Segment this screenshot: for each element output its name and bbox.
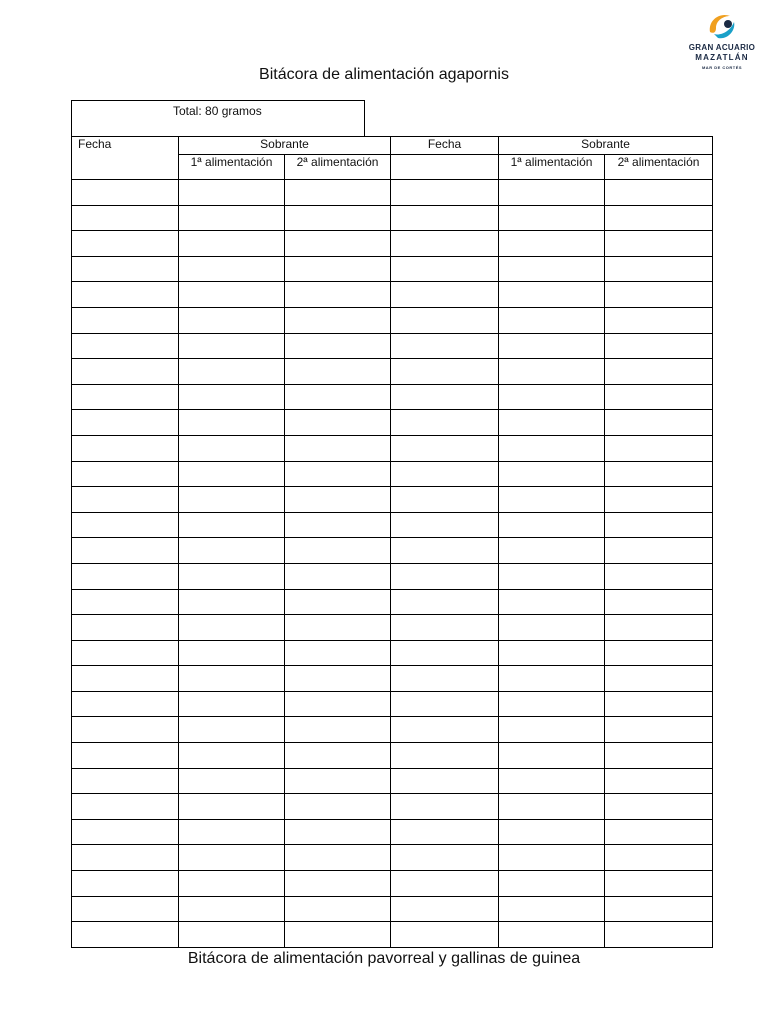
log-row [72,615,713,641]
log-cell[interactable] [285,922,391,948]
log-cell[interactable] [285,461,391,487]
log-cell[interactable] [605,896,713,922]
logo-line-2: MAZATLÁN [695,53,749,62]
log-row [72,691,713,717]
page-title: Bitácora de alimentación agapornis [259,66,509,83]
log-cell[interactable] [605,359,713,385]
log-cell[interactable] [179,845,285,871]
log-cell[interactable] [605,640,713,666]
log-row [72,922,713,948]
log-cell[interactable] [285,640,391,666]
total-box [71,100,365,136]
log-cell[interactable] [179,180,285,206]
log-cell[interactable] [285,384,391,410]
log-row [72,282,713,308]
log-cell[interactable] [285,282,391,308]
log-cell[interactable] [605,512,713,538]
log-cell[interactable] [179,717,285,743]
log-cell[interactable] [605,615,713,641]
log-cell[interactable] [499,819,605,845]
log-cell[interactable] [499,640,605,666]
second-feed-header-right: 2ª alimentación [605,155,713,180]
log-cell[interactable] [605,410,713,436]
log-cell[interactable] [391,615,499,641]
log-cell[interactable] [499,666,605,692]
log-cell[interactable] [391,845,499,871]
log-cell[interactable] [179,640,285,666]
log-cell[interactable] [72,333,179,359]
log-cell[interactable] [605,666,713,692]
log-row [72,461,713,487]
log-cell[interactable] [391,461,499,487]
log-cell[interactable] [285,589,391,615]
log-row [72,180,713,206]
log-cell[interactable] [499,359,605,385]
log-cell[interactable] [285,410,391,436]
log-cell[interactable] [179,666,285,692]
log-cell[interactable] [391,359,499,385]
log-row [72,666,713,692]
log-cell[interactable] [391,717,499,743]
log-row [72,768,713,794]
log-cell[interactable] [179,563,285,589]
log-cell[interactable] [179,743,285,769]
total-label: Total: 80 gramos [173,104,262,118]
log-cell[interactable] [605,461,713,487]
fish-wave-icon [706,10,738,42]
footer-title: Bitácora de alimentación pavorreal y gallinas de guinea [187,950,581,967]
log-cell[interactable] [179,307,285,333]
fecha-header-left: Fecha [72,137,179,180]
log-cell[interactable] [391,180,499,206]
log-cell[interactable] [179,487,285,513]
first-feed-header-left: 1ª alimentación [179,155,285,180]
log-cell[interactable] [391,563,499,589]
log-cell[interactable] [391,794,499,820]
log-cell[interactable] [285,231,391,257]
log-cell[interactable] [72,359,179,385]
log-cell[interactable] [499,691,605,717]
log-cell[interactable] [285,819,391,845]
log-cell[interactable] [499,333,605,359]
log-cell[interactable] [391,435,499,461]
log-cell[interactable] [72,922,179,948]
log-cell[interactable] [499,205,605,231]
log-cell[interactable] [605,180,713,206]
log-cell[interactable] [179,461,285,487]
log-cell[interactable] [499,794,605,820]
log-cell[interactable] [391,819,499,845]
log-row [72,384,713,410]
log-row [72,896,713,922]
log-cell[interactable] [179,205,285,231]
log-cell[interactable] [391,768,499,794]
log-cell[interactable] [391,333,499,359]
log-cell[interactable] [285,180,391,206]
log-cell[interactable] [285,256,391,282]
log-cell[interactable] [499,538,605,564]
log-cell[interactable] [605,205,713,231]
log-cell[interactable] [499,307,605,333]
log-cell[interactable] [605,563,713,589]
log-cell[interactable] [391,896,499,922]
log-cell[interactable] [391,666,499,692]
log-cell[interactable] [499,743,605,769]
log-cell[interactable] [72,615,179,641]
first-feed-header-right: 1ª alimentación [499,155,605,180]
log-row [72,512,713,538]
log-cell[interactable] [72,640,179,666]
log-cell[interactable] [285,307,391,333]
log-cell[interactable] [391,640,499,666]
log-row [72,333,713,359]
log-cell[interactable] [285,563,391,589]
log-cell[interactable] [391,282,499,308]
log-cell[interactable] [391,922,499,948]
log-cell[interactable] [179,282,285,308]
log-cell[interactable] [72,896,179,922]
fecha-header-right: Fecha [391,137,499,155]
log-row [72,743,713,769]
log-cell[interactable] [605,743,713,769]
log-cell[interactable] [179,435,285,461]
log-cell[interactable] [285,666,391,692]
log-cell[interactable] [605,768,713,794]
log-cell[interactable] [605,384,713,410]
log-cell[interactable] [285,333,391,359]
log-cell[interactable] [179,589,285,615]
log-cell[interactable] [605,282,713,308]
log-cell[interactable] [605,691,713,717]
log-cell[interactable] [72,819,179,845]
log-cell[interactable] [605,333,713,359]
log-cell[interactable] [391,410,499,436]
log-cell[interactable] [72,717,179,743]
log-cell[interactable] [72,307,179,333]
log-cell[interactable] [179,410,285,436]
log-cell[interactable] [72,794,179,820]
log-cell[interactable] [72,589,179,615]
log-cell[interactable] [391,307,499,333]
log-cell[interactable] [72,487,179,513]
log-cell[interactable] [179,691,285,717]
log-cell[interactable] [499,410,605,436]
log-row [72,871,713,897]
log-cell[interactable] [72,410,179,436]
second-feed-header-left: 2ª alimentación [285,155,391,180]
log-row [72,819,713,845]
log-cell[interactable] [72,435,179,461]
sobrante-header-left: Sobrante [179,137,391,155]
log-row [72,794,713,820]
log-cell[interactable] [605,435,713,461]
log-cell[interactable] [72,180,179,206]
log-cell[interactable] [285,743,391,769]
log-cell[interactable] [499,487,605,513]
log-cell[interactable] [179,538,285,564]
log-cell[interactable] [72,845,179,871]
header-row-1 [72,137,713,155]
log-cell[interactable] [391,205,499,231]
log-cell[interactable] [179,333,285,359]
log-cell[interactable] [391,691,499,717]
log-cell[interactable] [179,384,285,410]
log-cell[interactable] [72,538,179,564]
log-cell[interactable] [499,231,605,257]
logo-line-1: GRAN ACUARIO [688,43,756,52]
log-cell[interactable] [391,487,499,513]
log-cell[interactable] [72,743,179,769]
log-cell[interactable] [391,871,499,897]
log-cell[interactable] [391,512,499,538]
log-cell[interactable] [179,922,285,948]
log-cell[interactable] [499,563,605,589]
log-cell[interactable] [499,180,605,206]
log-cell[interactable] [179,871,285,897]
log-cell[interactable] [499,435,605,461]
log-cell[interactable] [605,717,713,743]
log-cell[interactable] [499,768,605,794]
log-cell[interactable] [179,231,285,257]
log-cell[interactable] [499,384,605,410]
log-cell[interactable] [285,538,391,564]
log-cell[interactable] [285,435,391,461]
log-cell[interactable] [499,282,605,308]
log-cell[interactable] [499,717,605,743]
log-cell[interactable] [179,359,285,385]
log-cell[interactable] [285,615,391,641]
log-cell[interactable] [179,768,285,794]
log-cell[interactable] [179,819,285,845]
log-cell[interactable] [179,794,285,820]
log-cell[interactable] [285,768,391,794]
log-cell[interactable] [72,512,179,538]
log-row [72,256,713,282]
log-cell[interactable] [72,231,179,257]
log-cell[interactable] [391,256,499,282]
log-cell[interactable] [499,256,605,282]
log-row [72,845,713,871]
log-cell[interactable] [391,384,499,410]
log-cell[interactable] [605,794,713,820]
sobrante-header-right: Sobrante [499,137,713,155]
log-cell[interactable] [72,666,179,692]
logo-line-3: MAR DE CORTÉS [701,65,743,70]
log-cell[interactable] [499,845,605,871]
log-cell[interactable] [605,231,713,257]
log-cell[interactable] [285,717,391,743]
log-cell[interactable] [605,538,713,564]
log-cell[interactable] [285,512,391,538]
log-cell[interactable] [179,512,285,538]
blank-header-cell [391,155,499,180]
log-cell[interactable] [72,256,179,282]
log-cell[interactable] [72,461,179,487]
log-row [72,307,713,333]
log-row [72,640,713,666]
log-cell[interactable] [605,845,713,871]
log-cell[interactable] [605,589,713,615]
log-cell[interactable] [605,819,713,845]
log-cell[interactable] [499,461,605,487]
log-cell[interactable] [72,691,179,717]
log-row [72,538,713,564]
log-cell[interactable] [605,307,713,333]
feeding-log-table [71,136,713,948]
log-row [72,589,713,615]
log-cell[interactable] [499,896,605,922]
log-cell[interactable] [391,231,499,257]
log-cell[interactable] [72,384,179,410]
log-cell[interactable] [605,487,713,513]
log-cell[interactable] [72,871,179,897]
log-row [72,410,713,436]
log-cell[interactable] [499,871,605,897]
log-cell[interactable] [605,871,713,897]
log-row [72,717,713,743]
log-cell[interactable] [499,589,605,615]
log-cell[interactable] [285,691,391,717]
log-cell[interactable] [391,538,499,564]
log-cell[interactable] [285,871,391,897]
log-cell[interactable] [72,768,179,794]
log-cell[interactable] [285,845,391,871]
log-cell[interactable] [391,743,499,769]
log-cell[interactable] [285,794,391,820]
log-cell[interactable] [285,896,391,922]
log-row [72,563,713,589]
log-row [72,487,713,513]
log-cell[interactable] [72,205,179,231]
log-cell[interactable] [391,589,499,615]
log-cell[interactable] [179,256,285,282]
log-cell[interactable] [72,563,179,589]
log-cell[interactable] [605,922,713,948]
log-row [72,359,713,385]
log-cell[interactable] [179,615,285,641]
log-cell[interactable] [605,256,713,282]
log-row [72,205,713,231]
log-cell[interactable] [285,205,391,231]
log-cell[interactable] [179,896,285,922]
log-cell[interactable] [499,922,605,948]
log-cell[interactable] [72,282,179,308]
log-row [72,231,713,257]
log-row [72,435,713,461]
log-cell[interactable] [499,512,605,538]
log-cell[interactable] [285,359,391,385]
log-cell[interactable] [285,487,391,513]
log-cell[interactable] [499,615,605,641]
